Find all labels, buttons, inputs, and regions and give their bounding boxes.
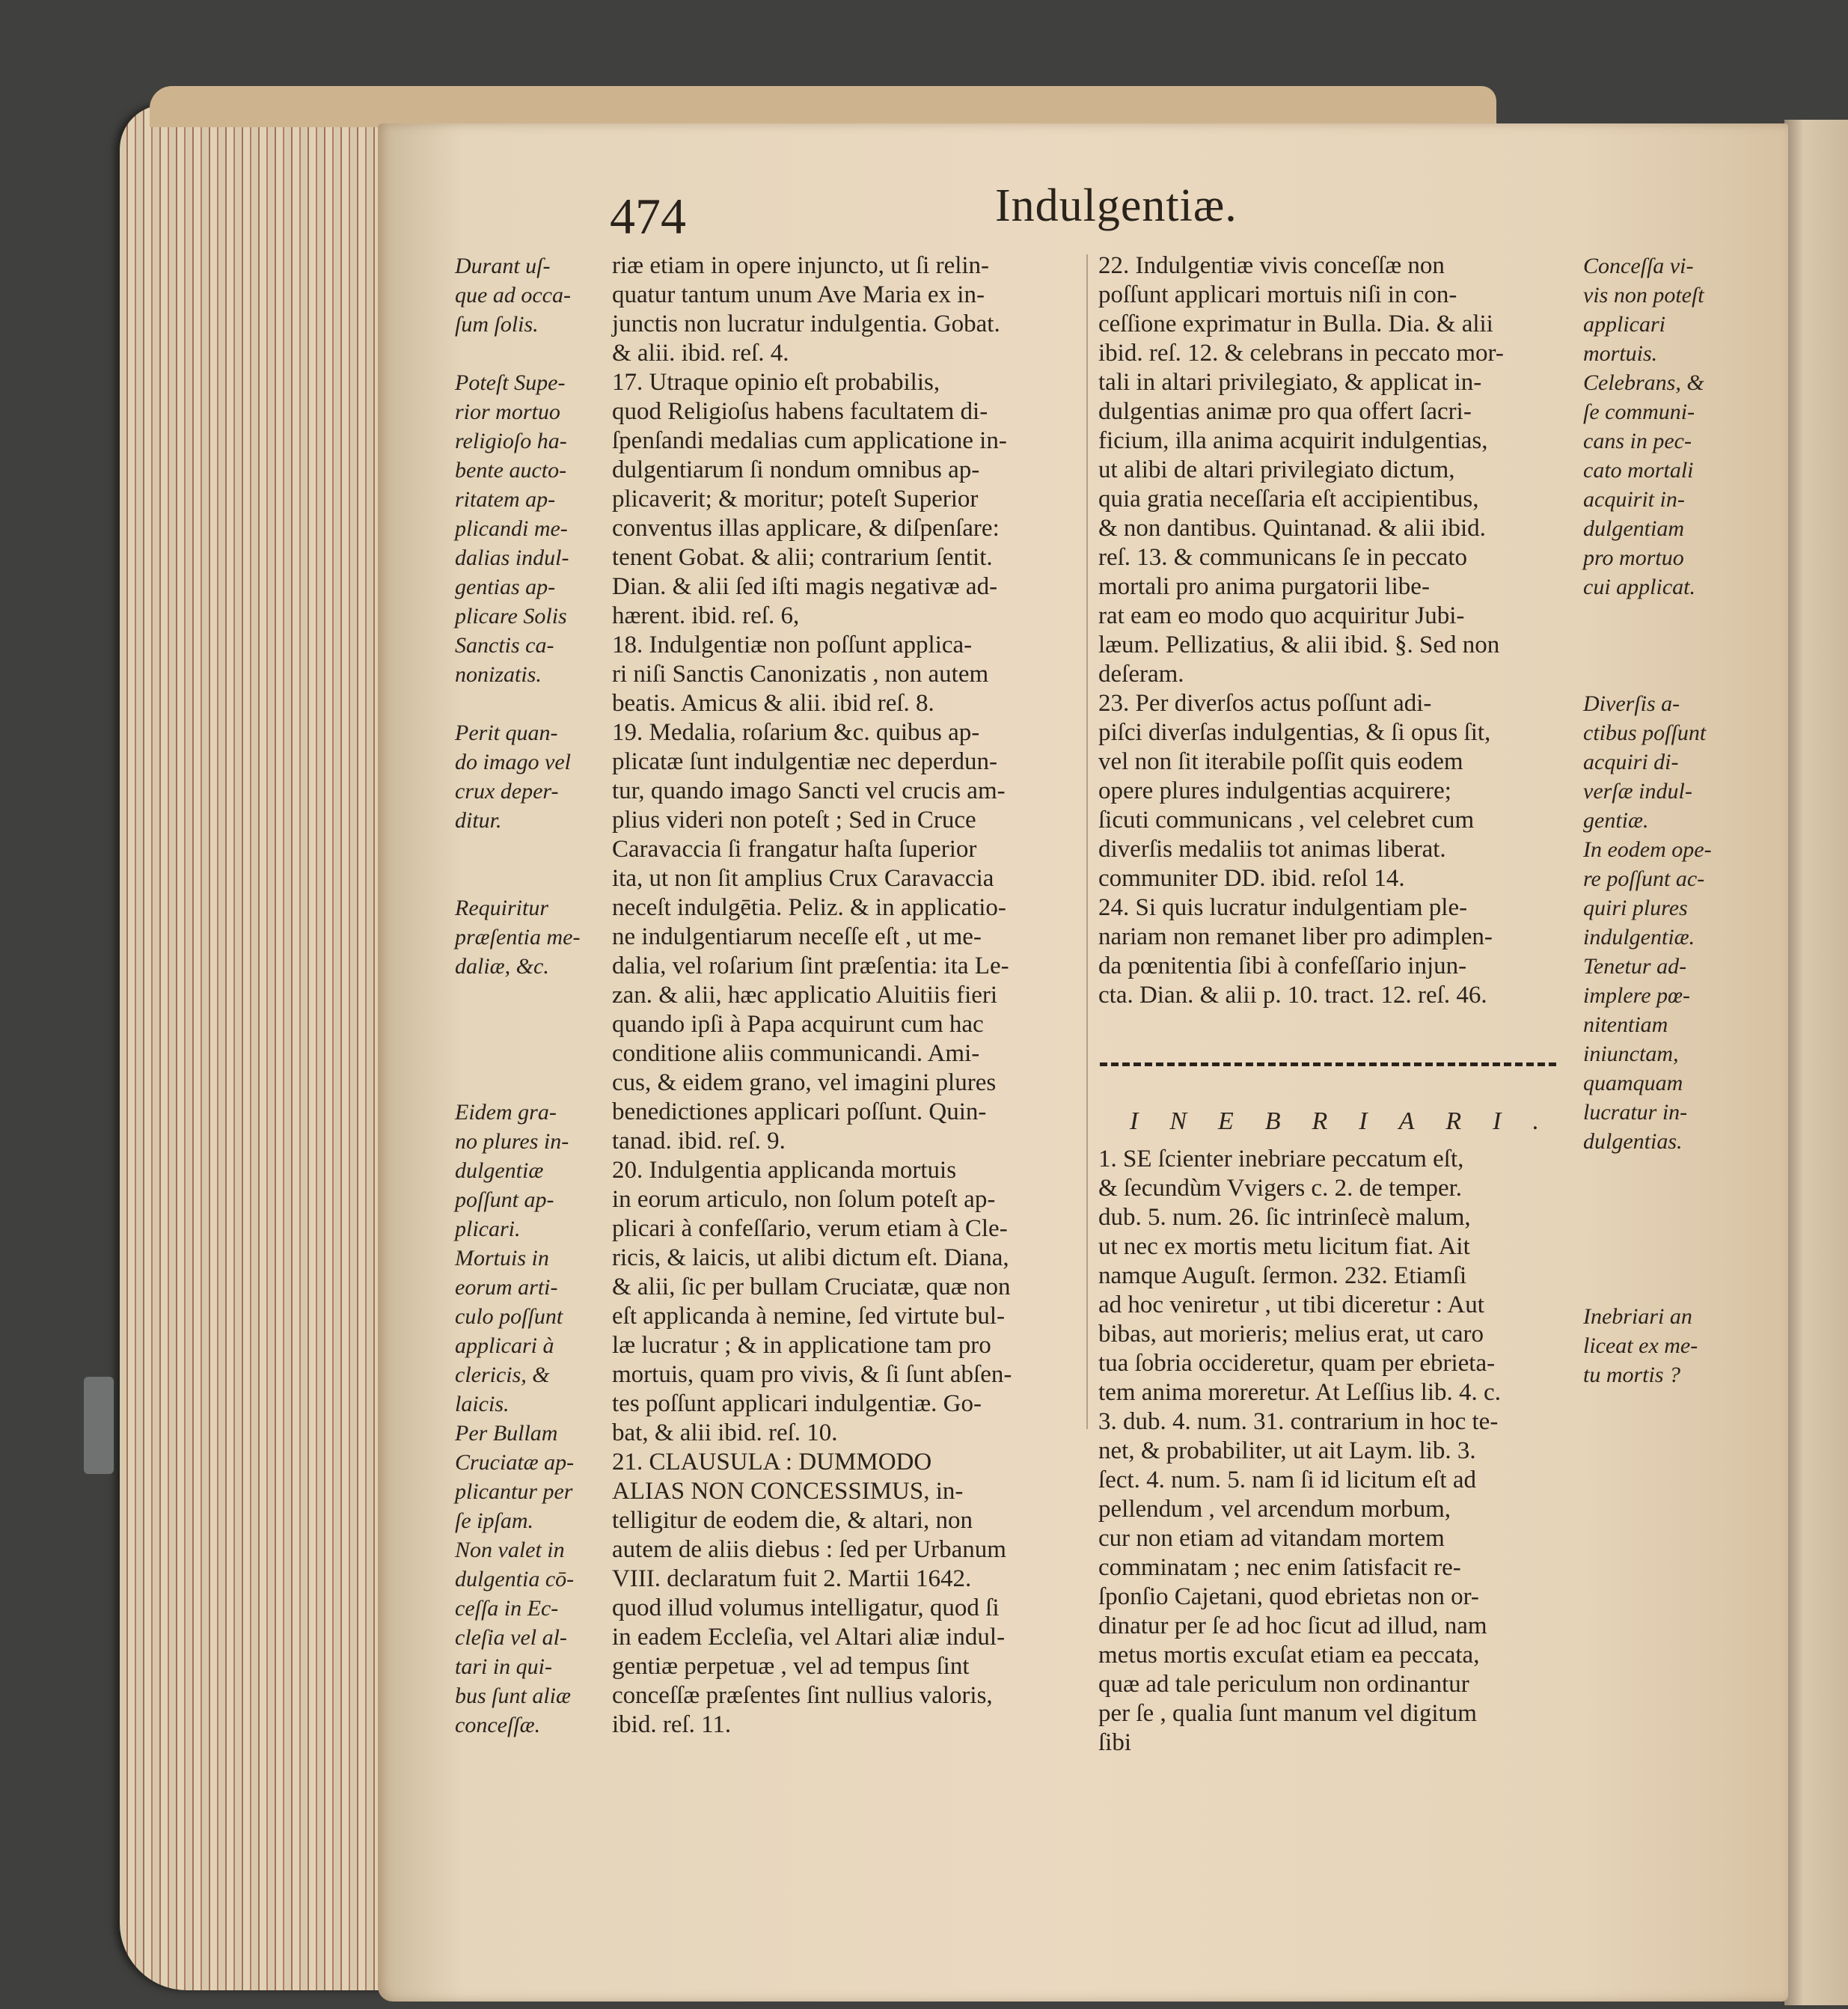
page-number: 474 xyxy=(610,188,686,245)
margin-note-line: plicantur per xyxy=(455,1479,573,1504)
text-line: conventus illas applicare, & diſpenſare: xyxy=(612,515,1000,542)
text-line: dulgentiarum ſi nondum omnibus ap- xyxy=(612,456,980,483)
margin-note-line: re poſſunt ac- xyxy=(1583,866,1705,891)
margin-note-line: eorum arti- xyxy=(455,1275,558,1300)
text-line: zan. & alii, hæc applicatio Aluitiis fieri xyxy=(612,982,998,1009)
text-line: 17. Utraque opinio eſt probabilis, xyxy=(612,369,940,396)
text-line: 21. CLAUSULA : DUMMODO xyxy=(612,1449,932,1476)
margin-note-line: rior mortuo xyxy=(455,400,560,424)
margin-note-line xyxy=(1583,1156,1712,1185)
margin-note-line xyxy=(455,1068,580,1098)
margin-note-line: cans in pec- xyxy=(1583,429,1692,453)
text-line: 3. dub. 4. num. 31. contrarium in hoc te- xyxy=(1098,1408,1499,1435)
margin-note-line: crux deper- xyxy=(455,779,559,804)
margin-note-line: poſſunt ap- xyxy=(455,1187,554,1212)
margin-note-line: præſentia me- xyxy=(455,925,581,950)
text-line: 24. Si quis lucratur indulgentiam ple- xyxy=(1098,894,1468,921)
text-line: quando ipſi à Papa acquirunt cum hac xyxy=(612,1011,984,1038)
text-line: autem de aliis diebus : ſed per Urbanum xyxy=(612,1536,1006,1563)
margin-note-line: Eidem gra- xyxy=(455,1100,557,1125)
text-line: Dian. & alii ſed iſti magis negativæ ad- xyxy=(612,573,998,600)
margin-note-line: pro mortuo xyxy=(1583,545,1684,570)
text-line: metus mortis excuſat etiam ea peccata, xyxy=(1098,1642,1480,1669)
text-line: 23. Per diverſos actus poſſunt adi- xyxy=(1098,690,1432,717)
text-line: namque Auguſt. ſermon. 232. Etiamſi xyxy=(1098,1262,1467,1289)
text-line: ficium, illa anima acquirit indulgentias, xyxy=(1098,427,1488,454)
text-line: conceſſæ præſentes ſint nullius valoris, xyxy=(612,1682,993,1709)
margin-note-line xyxy=(1583,631,1712,660)
margin-note-line: ceſſa in Ec- xyxy=(455,1596,559,1621)
margin-note-line: liceat ex me- xyxy=(1583,1333,1698,1358)
text-line: diverſis medaliis tot animas liberat. xyxy=(1098,836,1446,863)
margin-note-line: Durant uſ- xyxy=(455,254,551,278)
margin-note-line: vis non poteſt xyxy=(1583,283,1704,308)
margin-note-line: plicari. xyxy=(455,1217,521,1241)
text-line: ne indulgentiarum neceſſe eſt , ut me- xyxy=(612,923,982,950)
margin-note-line: acquiri di- xyxy=(1583,750,1679,774)
margin-note-line xyxy=(455,1010,580,1039)
text-line: tem anima moreretur. At Leſſius lib. 4. c. xyxy=(1098,1379,1501,1406)
margin-note-line xyxy=(1583,1185,1712,1214)
margin-note-line: ctibus poſſunt xyxy=(1583,721,1707,745)
margin-note-line: lucratur in- xyxy=(1583,1100,1688,1125)
text-line: comminatam ; nec enim ſatisfacit re- xyxy=(1098,1554,1461,1581)
margin-note-line: daliæ, &c. xyxy=(455,954,549,979)
text-line: quæ ad tale periculum non ordinantur xyxy=(1098,1671,1469,1698)
margin-note-line: bente aucto- xyxy=(455,458,567,483)
text-line: junctis non lucratur indulgentia. Gobat. xyxy=(612,311,1000,337)
margin-note-line: nonizatis. xyxy=(455,662,542,687)
text-line: da pœnitentia ſibi à confeſſario injun- xyxy=(1098,952,1467,979)
text-line: tali in altari privilegiato, & applicat in- xyxy=(1098,369,1482,396)
margin-note-line: dalias indul- xyxy=(455,545,569,570)
margin-note-line: Celebrans, & xyxy=(1583,370,1704,395)
margin-note-line: Diverſis a- xyxy=(1583,691,1680,716)
text-line: ſponſio Cajetani, quod ebrietas non or- xyxy=(1098,1583,1479,1610)
text-line: nariam non remanet liber pro adimplen- xyxy=(1098,923,1493,950)
text-line: bibas, aut morieris; melius erat, ut caro xyxy=(1098,1321,1484,1348)
margin-note-line: Requiritur xyxy=(455,896,548,920)
text-line: ALIAS NON CONCESSIMUS, in- xyxy=(612,1478,964,1505)
text-line: cta. Dian. & alii p. 10. tract. 12. reſ. 46. xyxy=(1098,982,1487,1009)
margin-note-line: verſæ indul- xyxy=(1583,779,1692,804)
text-line: plius videri non poteſt ; Sed in Cruce xyxy=(612,807,976,834)
margin-note-line: Poteſt Supe- xyxy=(455,370,566,395)
text-line: tur, quando imago Sancti vel crucis am- xyxy=(612,777,1006,804)
margin-note-line: iniunctam, xyxy=(1583,1042,1679,1066)
right-column xyxy=(1098,251,1504,1010)
margin-note-line: Per Bullam xyxy=(455,1421,558,1446)
text-line: quod illud volumus intelligatur, quod ſi xyxy=(612,1594,1000,1621)
text-line: rat eam eo modo quo acquiritur Jubi- xyxy=(1098,602,1465,629)
margin-note-line: Perit quan- xyxy=(455,721,558,745)
margin-note-line: gentias ap- xyxy=(455,575,556,599)
margin-note-line: ſe communi- xyxy=(1583,400,1695,424)
text-line: telligitur de eodem die, & altari, non xyxy=(612,1507,973,1534)
text-line: 18. Indulgentiæ non poſſunt applica- xyxy=(612,632,973,658)
text-line: & ſecundùm Vvigers c. 2. de temper. xyxy=(1098,1175,1463,1202)
text-line: plicatæ ſunt indulgentiæ nec deperdun- xyxy=(612,748,998,775)
margin-note-line: dulgentiam xyxy=(1583,516,1684,541)
margin-note-line: Inebriari an xyxy=(1583,1304,1692,1329)
margin-note-line: In eodem ope- xyxy=(1583,837,1712,862)
margin-note-line: applicari xyxy=(1583,312,1665,337)
text-line: tes poſſunt applicari indulgentiæ. Go- xyxy=(612,1390,982,1417)
text-line: ut nec ex mortis metu licitum fiat. Ait xyxy=(1098,1233,1470,1260)
text-line: opere plures indulgentias acquirere; xyxy=(1098,777,1451,804)
margin-note-line: quamquam xyxy=(1583,1071,1683,1095)
text-line: communiter DD. ibid. reſol 14. xyxy=(1098,865,1405,892)
text-line: ricis, & laicis, ut alibi dictum eſt. Diana, xyxy=(612,1244,1009,1271)
text-line: tua ſobria occideretur, quam per ebrieta- xyxy=(1098,1350,1496,1377)
text-line: plicari à confeſſario, verum etiam à Cle- xyxy=(612,1215,1008,1242)
text-line: ut alibi de altari privilegiato dictum, xyxy=(1098,456,1455,483)
text-line: beatis. Amicus & alii. ibid reſ. 8. xyxy=(612,690,934,717)
text-line: deſeram. xyxy=(1098,661,1184,688)
text-line: poſſunt applicari mortuis niſi in con- xyxy=(1098,281,1457,308)
text-line: plicaverit; & moritur; poteſt Superior xyxy=(612,486,979,513)
section-heading: INEBRIARI. xyxy=(1130,1107,1570,1135)
text-line: & alii. ibid. reſ. 4. xyxy=(612,340,789,367)
margin-note-line: que ad occa- xyxy=(455,283,571,308)
margin-note-line: quiri plures xyxy=(1583,896,1688,920)
text-line: in eadem Eccleſia, vel Altari aliæ indul- xyxy=(612,1624,1006,1651)
margin-note-line xyxy=(455,1039,580,1068)
margin-note-line: acquirit in- xyxy=(1583,487,1685,512)
text-line: quod Religioſus habens facultatem di- xyxy=(612,398,988,425)
margin-note-line xyxy=(455,835,580,864)
text-line: hærent. ibid. reſ. 6, xyxy=(612,602,800,629)
margin-note-line: Sanctis ca- xyxy=(455,633,554,658)
text-line: mortali pro anima purgatorii libe- xyxy=(1098,573,1430,600)
margin-note-line xyxy=(455,689,580,718)
text-line: VIII. declaratum fuit 2. Martii 1642. xyxy=(612,1565,972,1592)
text-line: conditione aliis communicandi. Ami- xyxy=(612,1040,980,1067)
margin-note-line: Conceſſa vi- xyxy=(1583,254,1694,278)
page xyxy=(378,123,1788,2002)
text-line: cus, & eidem grano, vel imagini plures xyxy=(612,1069,997,1096)
text-line: gentiæ perpetuæ , vel ad tempus ſint xyxy=(612,1653,970,1680)
text-line: ad hoc veniretur , ut tibi diceretur : Aut xyxy=(1098,1291,1484,1318)
text-line: 20. Indulgentia applicanda mortuis xyxy=(612,1157,957,1184)
margin-note-line: gentiæ. xyxy=(1583,808,1649,833)
left-marginalia xyxy=(455,251,580,1740)
margin-note-line: dulgentias. xyxy=(1583,1129,1683,1154)
right-marginalia xyxy=(1583,251,1712,1389)
margin-note-line xyxy=(455,339,580,368)
clasp xyxy=(84,1377,114,1474)
text-line: Caravaccia ſi frangatur haſta ſuperior xyxy=(612,836,977,863)
text-line: tenent Gobat. & alii; contrarium ſentit. xyxy=(612,544,993,571)
margin-note-line: ritatem ap- xyxy=(455,487,556,512)
text-line: læ lucratur ; & in applicatione tam pro xyxy=(612,1332,991,1359)
margin-note-line: plicare Solis xyxy=(455,604,567,629)
margin-note-line xyxy=(1583,1244,1712,1273)
text-line: ri niſi Sanctis Canonizatis , non autem xyxy=(612,661,989,688)
text-line: neceſt indulgētia. Peliz. & in applicatio- xyxy=(612,894,1006,921)
text-line: dalia, vel roſarium ſint præſentia: ita Le- xyxy=(612,952,1009,979)
top-edge xyxy=(150,86,1496,127)
margin-note-line: implere pœ- xyxy=(1583,983,1691,1008)
left-column xyxy=(612,251,1012,1740)
margin-note-line: tari in qui- xyxy=(455,1654,553,1679)
text-line: dinatur per ſe ad hoc ſicut ad illud, nam xyxy=(1098,1612,1487,1639)
margin-note-line xyxy=(455,981,580,1010)
text-line: piſci diverſas indulgentias, & ſi opus ſit, xyxy=(1098,719,1491,746)
margin-note-line: do imago vel xyxy=(455,750,571,774)
margin-note-line: bus ſunt aliæ xyxy=(455,1684,572,1708)
text-line: quatur tantum unum Ave Maria ex in- xyxy=(612,281,985,308)
text-line: eſt applicanda à nemine, ſed virtute bul- xyxy=(612,1303,1006,1330)
text-line: & non dantibus. Quintanad. & alii ibid. xyxy=(1098,515,1486,542)
text-line: pellendum , vel arcendum morbum, xyxy=(1098,1496,1451,1523)
margin-note-line: religioſo ha- xyxy=(455,429,567,453)
margin-note-line: dulgentia cō- xyxy=(455,1567,575,1591)
text-line: vel non ſit iterabile poſſit quis eodem xyxy=(1098,748,1463,775)
margin-note-line xyxy=(1583,602,1712,631)
text-line: per ſe , qualia ſunt manum vel digitum xyxy=(1098,1700,1477,1727)
margin-note-line xyxy=(1583,660,1712,689)
margin-note-line: laicis. xyxy=(455,1392,510,1416)
margin-note-line xyxy=(1583,1273,1712,1302)
margin-note-line: tu mortis ? xyxy=(1583,1363,1681,1387)
section-rule xyxy=(1100,1062,1556,1066)
text-line: tanad. ibid. reſ. 9. xyxy=(612,1128,786,1155)
text-line: & alii, ſic per bullam Cruciatæ, quæ non xyxy=(612,1273,1011,1300)
text-line: dulgentias animæ pro qua offert ſacri- xyxy=(1098,398,1472,425)
running-title: Indulgentiæ. xyxy=(995,180,1237,231)
text-line: net, & probabiliter, ut ait Laym. lib. 3. xyxy=(1098,1437,1476,1464)
margin-note-line: Non valet in xyxy=(455,1538,565,1562)
margin-note-line: Cruciatæ ap- xyxy=(455,1450,575,1475)
text-line: læum. Pellizatius, & alii ibid. §. Sed non xyxy=(1098,632,1500,658)
text-line: 22. Indulgentiæ vivis conceſſæ non xyxy=(1098,252,1445,279)
margin-note-line: indulgentiæ. xyxy=(1583,925,1695,950)
text-line: reſ. 13. & communicans ſe in peccato xyxy=(1098,544,1468,571)
margin-note-line: no plures in- xyxy=(455,1129,569,1154)
text-line: ceſſione exprimatur in Bulla. Dia. & alii xyxy=(1098,311,1493,337)
section-body xyxy=(1098,1145,1501,1758)
margin-note-line: cleſia vel al- xyxy=(455,1625,567,1650)
text-line: ſpenſandi medalias cum applicatione in- xyxy=(612,427,1007,454)
margin-note-line: mortuis. xyxy=(1583,341,1658,366)
facing-page xyxy=(1784,120,1848,2005)
margin-note-line xyxy=(455,864,580,893)
margin-note-line: nitentiam xyxy=(1583,1012,1668,1037)
page-edges xyxy=(120,105,404,1990)
margin-note-line: culo poſſunt xyxy=(455,1304,563,1329)
margin-note-line: cato mortali xyxy=(1583,458,1694,483)
text-line: benedictiones applicari poſſunt. Quin- xyxy=(612,1098,987,1125)
text-line: in eorum articulo, non ſolum poteſt ap- xyxy=(612,1186,996,1213)
margin-note-line: ſum ſolis. xyxy=(455,312,539,337)
text-line: ibid. reſ. 11. xyxy=(612,1711,732,1738)
text-line: riæ etiam in opere injuncto, ut ſi relin- xyxy=(612,252,990,279)
text-line: ſicuti communicans , vel celebret cum xyxy=(1098,807,1475,834)
text-line: mortuis, quam pro vivis, & ſi ſunt abſen- xyxy=(612,1361,1012,1388)
margin-note-line: conceſſæ. xyxy=(455,1713,541,1737)
margin-note-line: Tenetur ad- xyxy=(1583,954,1687,979)
margin-note-line: clericis, & xyxy=(455,1363,550,1387)
margin-note-line: dulgentiæ xyxy=(455,1158,544,1183)
text-line: ſect. 4. num. 5. nam ſi id licitum eſt ad xyxy=(1098,1467,1476,1493)
text-line: 1. SE ſcienter inebriare peccatum eſt, xyxy=(1098,1146,1464,1172)
margin-note-line: plicandi me- xyxy=(455,516,568,541)
margin-note-line: applicari à xyxy=(455,1333,554,1358)
column-divider xyxy=(1086,254,1088,1429)
text-line: bat, & alii ibid. reſ. 10. xyxy=(612,1419,838,1446)
text-line: quia gratia neceſſaria eſt accipientibus, xyxy=(1098,486,1479,513)
text-line: ibid. reſ. 12. & celebrans in peccato mor- xyxy=(1098,340,1504,367)
margin-note-line xyxy=(1583,1214,1712,1244)
text-line: cur non etiam ad vitandam mortem xyxy=(1098,1525,1445,1552)
text-line: ſibi xyxy=(1098,1729,1132,1756)
margin-note-line: ditur. xyxy=(455,808,502,833)
margin-note-line: ſe ipſam. xyxy=(455,1508,533,1533)
margin-note-line: Mortuis in xyxy=(455,1246,549,1270)
margin-note-line: cui applicat. xyxy=(1583,575,1695,599)
text-line: 19. Medalia, roſarium &c. quibus ap- xyxy=(612,719,980,746)
text-line: dub. 5. num. 26. ſic intrinſecè malum, xyxy=(1098,1204,1471,1231)
text-line: ita, ut non ſit amplius Crux Caravaccia xyxy=(612,865,994,892)
